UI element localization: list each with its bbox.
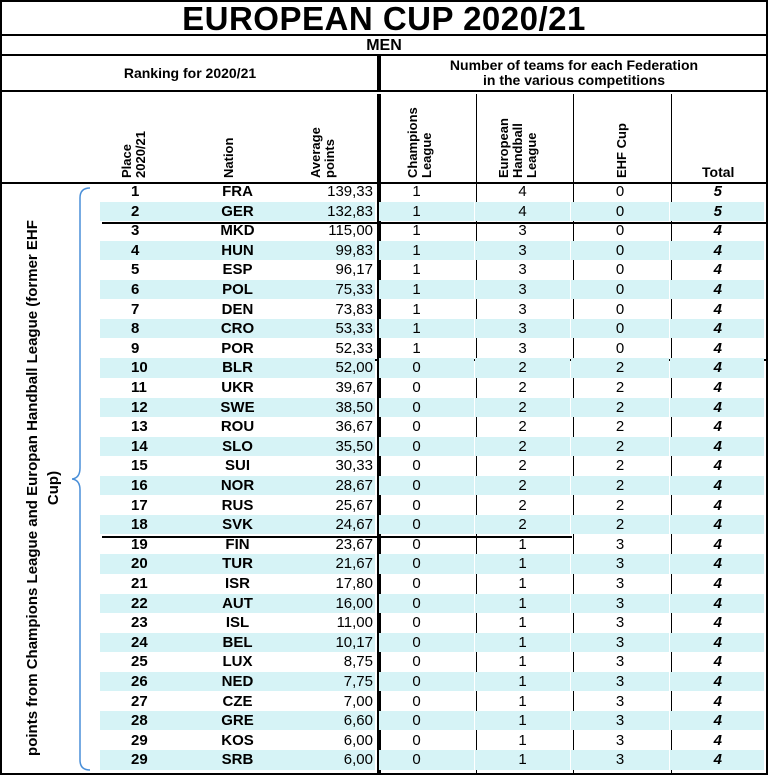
side-label-line1: points from Champions League and Europan Handball League (former EHF — [24, 220, 41, 756]
cell-ehl: 3 — [475, 241, 570, 260]
cell-nation: SWE — [195, 398, 280, 417]
table-row — [100, 300, 764, 319]
cell-ehf: 2 — [615, 457, 625, 475]
cell-points: 75,33 — [280, 280, 375, 299]
cell-cl: 1 — [379, 319, 474, 338]
table-row — [100, 731, 764, 750]
cell-total: 4 — [670, 672, 764, 691]
cell-ehl: 4 — [475, 202, 570, 221]
cell-cl: 0 — [412, 379, 421, 396]
cell-points: 24,67 — [280, 515, 375, 534]
cell-ehl: 3 — [518, 261, 527, 279]
cell-place: 14 — [100, 437, 195, 456]
cell-cl: 0 — [412, 614, 421, 632]
cell-cl: 0 — [379, 633, 474, 652]
table-row — [100, 594, 764, 613]
cell-total: 4 — [713, 300, 722, 318]
cell-points: 28,67 — [280, 476, 375, 495]
table-row — [100, 672, 764, 691]
cell-total: 4 — [713, 535, 722, 553]
cell-nation: MKD — [220, 222, 255, 240]
table-row — [100, 241, 764, 260]
table-row — [100, 652, 764, 671]
col-cl-header: Champions League — [405, 107, 434, 178]
cell-place: 15 — [131, 457, 148, 475]
cell-ehf: 2 — [571, 515, 669, 534]
page-subtitle: MEN — [2, 36, 766, 56]
header-divider — [476, 94, 477, 182]
teams-group-label — [381, 56, 767, 90]
cell-total: 4 — [713, 575, 722, 592]
ranking-table-body — [0, 182, 764, 771]
cell-ehl: 1 — [475, 711, 570, 730]
cell-cl: 0 — [412, 731, 421, 749]
cell-total: 4 — [670, 594, 764, 613]
cell-cl: 0 — [379, 594, 474, 613]
col-ehf-header: EHF Cup — [614, 123, 629, 178]
cell-cl: 0 — [412, 692, 421, 710]
cell-ehf: 3 — [615, 731, 625, 749]
cell-points: 23,67 — [335, 535, 373, 553]
cell-total: 4 — [670, 554, 764, 573]
cell-total: 4 — [670, 515, 764, 534]
teams-group-line1: Number of teams for each Federation — [449, 57, 699, 73]
header-divider — [573, 94, 574, 182]
cell-points: 10,17 — [280, 633, 375, 652]
cell-total: 4 — [713, 614, 722, 632]
cell-nation: RUS — [221, 496, 254, 514]
table-row — [100, 633, 764, 652]
cell-ehf: 3 — [615, 653, 625, 671]
cell-ehf: 2 — [571, 476, 669, 495]
cell-ehl: 2 — [518, 457, 527, 475]
cell-place: 12 — [100, 398, 195, 417]
cell-ehf: 2 — [571, 398, 669, 417]
table-row — [100, 437, 764, 456]
cell-ehf: 3 — [615, 535, 625, 553]
cell-ehl: 1 — [518, 692, 527, 710]
cell-nation: POR — [221, 339, 254, 357]
cell-nation: CRO — [195, 319, 280, 338]
cell-place: 1 — [131, 183, 140, 200]
cell-place: 23 — [131, 614, 148, 632]
cell-points: 38,50 — [280, 398, 375, 417]
cell-total: 5 — [670, 202, 764, 221]
table-row — [100, 221, 764, 240]
table-row — [100, 378, 764, 397]
cell-cl: 1 — [412, 222, 421, 240]
table-row — [100, 182, 764, 201]
cell-ehl: 2 — [518, 496, 527, 514]
cell-total: 4 — [713, 379, 722, 396]
cell-place: 2 — [100, 202, 195, 221]
cell-nation: UKR — [221, 379, 254, 396]
table-row — [100, 692, 764, 711]
cell-points: 52,00 — [280, 358, 375, 377]
cell-ehf: 2 — [571, 358, 669, 377]
cell-points: 99,83 — [280, 241, 375, 260]
cell-ehf: 3 — [571, 554, 669, 573]
cell-cl: 0 — [379, 437, 474, 456]
cell-ehl: 2 — [475, 358, 570, 377]
col-total-header: Total — [702, 164, 735, 180]
cell-place: 3 — [131, 222, 140, 240]
cell-place: 19 — [131, 535, 148, 553]
cell-points: 16,00 — [280, 594, 375, 613]
cell-ehl: 3 — [518, 300, 527, 318]
table-row — [100, 496, 764, 515]
cell-ehf: 3 — [615, 575, 625, 592]
cell-place: 27 — [131, 692, 148, 710]
cell-nation: LUX — [222, 653, 253, 671]
cell-ehf: 3 — [571, 633, 669, 652]
cell-ehf: 0 — [571, 241, 669, 260]
cell-nation: NED — [195, 672, 280, 691]
cell-ehl: 1 — [518, 731, 527, 749]
cell-nation: SVK — [195, 515, 280, 534]
cell-place: 9 — [131, 339, 140, 357]
table-row — [100, 515, 764, 534]
table-row — [100, 613, 764, 632]
cell-nation: DEN — [221, 300, 254, 318]
cell-nation: CZE — [222, 692, 253, 710]
cell-nation: NOR — [195, 476, 280, 495]
cell-nation: KOS — [221, 731, 254, 749]
cell-cl: 0 — [412, 418, 421, 436]
cell-ehl: 1 — [475, 594, 570, 613]
cell-ehl: 2 — [475, 437, 570, 456]
cell-ehl: 1 — [518, 575, 527, 592]
cell-place: 21 — [131, 575, 148, 592]
cell-points: 11,00 — [336, 614, 373, 632]
cell-ehl: 1 — [518, 535, 527, 553]
cell-place: 29 — [131, 731, 148, 749]
cell-nation: AUT — [195, 594, 280, 613]
table-row — [100, 398, 764, 417]
cell-points: 36,67 — [335, 418, 373, 436]
table-row — [100, 260, 764, 279]
table-row — [100, 358, 764, 377]
cell-cl: 1 — [379, 202, 474, 221]
cell-ehl: 2 — [475, 398, 570, 417]
cell-cl: 0 — [379, 358, 474, 377]
cell-place: 11 — [131, 379, 147, 396]
cell-cl: 0 — [379, 476, 474, 495]
cell-ehl: 3 — [475, 280, 570, 299]
cell-ehf: 0 — [615, 300, 625, 318]
cell-nation: ISL — [225, 614, 250, 632]
cell-nation: FIN — [225, 535, 250, 553]
cell-ehf: 3 — [571, 594, 669, 613]
cell-points: 139,33 — [327, 183, 373, 200]
table-row — [100, 319, 764, 338]
cell-points: 53,33 — [280, 319, 375, 338]
cell-cl: 0 — [379, 554, 474, 573]
cell-ehl: 3 — [475, 319, 570, 338]
table-row — [100, 476, 764, 495]
cell-total: 4 — [670, 241, 764, 260]
cell-ehf: 0 — [571, 319, 669, 338]
table-row — [100, 202, 764, 221]
cell-place: 7 — [131, 300, 140, 318]
cell-total: 5 — [713, 183, 722, 200]
cell-ehl: 2 — [518, 418, 527, 436]
table-row — [100, 574, 764, 593]
teams-group-line2: in the various competitions — [482, 72, 666, 88]
cell-points: 6,00 — [343, 731, 373, 749]
cell-ehl: 1 — [518, 614, 527, 632]
cell-cl: 1 — [412, 300, 421, 318]
cell-nation: ISR — [224, 575, 250, 592]
cell-points: 73,83 — [335, 300, 373, 318]
group-header — [2, 56, 766, 92]
cell-points: 17,80 — [335, 575, 373, 592]
table-row — [100, 554, 764, 573]
cell-nation: GRE — [195, 711, 280, 730]
cell-ehl: 2 — [518, 379, 527, 396]
cell-total: 4 — [713, 731, 722, 749]
cell-place: 16 — [100, 476, 195, 495]
cell-total: 4 — [713, 692, 722, 710]
cell-points: 6,60 — [280, 711, 375, 730]
table-row — [100, 339, 764, 358]
cell-cl: 1 — [412, 261, 421, 279]
cell-nation: SRB — [195, 750, 280, 769]
cell-cl: 0 — [379, 711, 474, 730]
side-label-line2: Cup) — [45, 470, 62, 506]
cell-total: 4 — [670, 711, 764, 730]
cell-ehf: 0 — [615, 261, 625, 279]
cell-total: 4 — [713, 418, 722, 436]
column-header — [2, 94, 766, 184]
cell-place: 8 — [100, 319, 195, 338]
cell-cl: 0 — [379, 515, 474, 534]
cell-place: 29 — [100, 750, 195, 769]
cell-ehl: 1 — [475, 750, 570, 769]
cell-points: 21,67 — [280, 554, 375, 573]
cell-ehf: 2 — [571, 437, 669, 456]
page-title: EUROPEAN CUP 2020/21 — [2, 2, 766, 36]
cell-place: 18 — [100, 515, 195, 534]
col-place-header: Place 2020/21 — [119, 131, 148, 178]
cell-ehl: 1 — [475, 672, 570, 691]
cell-points: 7,75 — [280, 672, 375, 691]
cell-ehl: 1 — [475, 554, 570, 573]
cell-place: 24 — [100, 633, 195, 652]
cell-points: 35,50 — [280, 437, 375, 456]
cell-ehl: 2 — [475, 515, 570, 534]
cell-place: 6 — [100, 280, 195, 299]
cell-ehl: 4 — [518, 183, 527, 200]
col-ehl-header: European Handball League — [496, 118, 539, 178]
cell-cl: 0 — [412, 457, 421, 475]
cell-ehf: 3 — [571, 672, 669, 691]
cell-nation: ROU — [220, 418, 255, 436]
cell-ehf: 3 — [571, 750, 669, 769]
cell-ehl: 3 — [518, 222, 527, 240]
cell-points: 30,33 — [335, 457, 373, 475]
cell-points: 7,00 — [343, 692, 373, 710]
cell-cl: 1 — [379, 241, 474, 260]
cell-total: 4 — [670, 280, 764, 299]
header-divider — [671, 94, 672, 182]
cell-nation: ESP — [222, 261, 253, 279]
cell-cl: 0 — [412, 575, 421, 592]
cell-ehf: 3 — [615, 692, 625, 710]
cell-total: 4 — [713, 457, 722, 475]
col-nation-header: Nation — [221, 137, 236, 178]
cell-total: 4 — [670, 476, 764, 495]
cell-place: 22 — [100, 594, 195, 613]
cell-place: 4 — [100, 241, 195, 260]
table-row — [100, 750, 764, 769]
cell-place: 13 — [131, 418, 148, 436]
cell-cl: 0 — [379, 672, 474, 691]
cell-ehl: 1 — [475, 633, 570, 652]
cell-ehf: 0 — [615, 339, 625, 357]
cell-points: 132,83 — [280, 202, 375, 221]
cell-cl: 1 — [412, 183, 421, 200]
header-divider — [377, 94, 381, 182]
cell-nation: HUN — [195, 241, 280, 260]
cell-cl: 0 — [412, 653, 421, 671]
cell-total: 4 — [670, 437, 764, 456]
cell-ehf: 0 — [615, 183, 625, 200]
cell-ehf: 3 — [571, 711, 669, 730]
cell-total: 4 — [670, 398, 764, 417]
cell-nation: FRA — [222, 183, 253, 200]
cell-cl: 0 — [412, 496, 421, 514]
cell-ehf: 2 — [615, 379, 625, 396]
cell-cl: 0 — [379, 750, 474, 769]
table-row — [100, 535, 764, 554]
cell-nation: SUI — [224, 457, 250, 475]
cell-points: 6,00 — [280, 750, 375, 769]
ranking-group-label: Ranking for 2020/21 — [123, 65, 257, 81]
cell-total: 4 — [713, 222, 722, 240]
cell-total: 4 — [713, 496, 722, 514]
cell-ehl: 2 — [475, 476, 570, 495]
cell-total: 4 — [670, 319, 764, 338]
cell-place: 20 — [100, 554, 195, 573]
cell-points: 25,67 — [335, 496, 373, 514]
cell-points: 96,17 — [335, 261, 373, 279]
cell-place: 17 — [131, 496, 148, 514]
cell-points: 115,00 — [328, 222, 373, 240]
cell-place: 28 — [100, 711, 195, 730]
cell-points: 8,75 — [343, 653, 373, 671]
cell-ehf: 0 — [571, 280, 669, 299]
table-row — [100, 417, 764, 436]
cell-total: 4 — [713, 339, 722, 357]
cell-nation: BEL — [195, 633, 280, 652]
table-row — [100, 711, 764, 730]
cell-total: 4 — [713, 653, 722, 671]
cell-cl: 0 — [412, 535, 421, 553]
cell-nation: SLO — [195, 437, 280, 456]
cell-cl: 1 — [412, 339, 421, 357]
cell-total: 4 — [713, 261, 722, 279]
cell-place: 5 — [131, 261, 140, 279]
cell-ehf: 2 — [615, 496, 625, 514]
cell-nation: GER — [195, 202, 280, 221]
cell-nation: POL — [195, 280, 280, 299]
cell-cl: 1 — [379, 280, 474, 299]
cell-nation: TUR — [195, 554, 280, 573]
cell-total: 4 — [670, 358, 764, 377]
cell-cl: 0 — [379, 398, 474, 417]
cell-place: 10 — [100, 358, 195, 377]
cell-nation: BLR — [195, 358, 280, 377]
cell-ehf: 3 — [615, 614, 625, 632]
cell-ehf: 0 — [571, 202, 669, 221]
cell-ehl: 3 — [518, 339, 527, 357]
cell-points: 39,67 — [335, 379, 373, 396]
cell-ehf: 2 — [615, 418, 625, 436]
table-row — [100, 456, 764, 475]
cell-place: 25 — [131, 653, 148, 671]
col-points-header: Average points — [308, 127, 337, 178]
cell-ehl: 1 — [518, 653, 527, 671]
cell-total: 4 — [670, 633, 764, 652]
table-row — [100, 280, 764, 299]
cell-points: 52,33 — [335, 339, 373, 357]
cell-ehf: 0 — [615, 222, 625, 240]
cell-total: 4 — [670, 750, 764, 769]
cell-place: 26 — [100, 672, 195, 691]
